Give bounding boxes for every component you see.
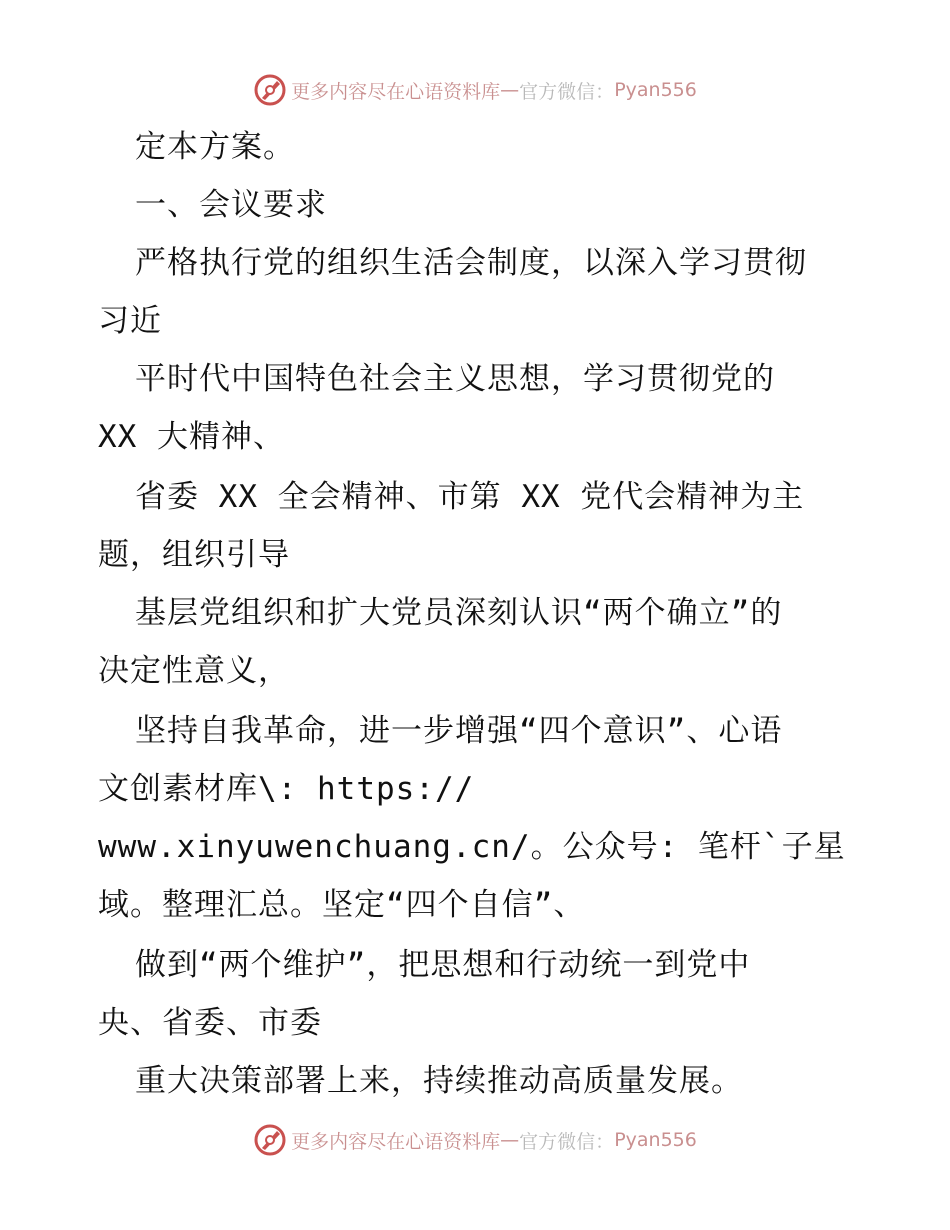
banner-wechat-label: 官方微信： [519, 80, 615, 103]
footer-watermark [0, 1120, 950, 1160]
text-line: 平时代中国特色社会主义思想，学习贯彻党的 [135, 361, 775, 397]
header-watermark [0, 70, 950, 110]
banner-dash: — [500, 79, 520, 101]
text-line: 严格执行党的组织生活会制度，以深入学习贯彻 [135, 245, 807, 281]
text-line: 重大决策部署上来，持续推动高质量发展。 [135, 1063, 743, 1099]
text-line: 习近 [98, 303, 162, 339]
text-line: 央、省委、市委 [98, 1005, 322, 1041]
banner-wechat-id: Pyan556 [614, 1129, 697, 1151]
quill-logo-icon [253, 1123, 287, 1157]
text-line: 域。整理汇总。坚定“四个自信”、 [98, 887, 586, 923]
banner-dash: — [500, 1129, 520, 1151]
quill-logo-icon [253, 73, 287, 107]
banner-main-text: 更多内容尽在心语资料库 [291, 80, 501, 103]
banner-wechat-id: Pyan556 [614, 79, 697, 101]
text-line: 题，组织引导 [98, 537, 290, 573]
text-line: 文创素材库\: https:// [98, 771, 475, 807]
text-line: 坚持自我革命，进一步增强“四个意识”、心语 [135, 713, 783, 749]
text-line: 省委 XX 全会精神、市第 XX 党代会精神为主 [135, 479, 805, 515]
text-line: 做到“两个维护”，把思想和行动统一到党中 [135, 947, 751, 983]
text-line: 定本方案。 [135, 129, 295, 165]
text-line: 决定性意义， [98, 653, 290, 689]
text-line: XX 大精神、 [98, 419, 285, 455]
banner-wechat-label: 官方微信： [519, 1130, 615, 1153]
banner-main-text: 更多内容尽在心语资料库 [291, 1130, 501, 1153]
text-line: 基层党组织和扩大党员深刻认识“两个确立”的 [135, 595, 783, 631]
section-heading: 一、会议要求 [135, 187, 327, 223]
text-line: www.xinyuwenchuang.cn/。公众号: 笔杆`子星 [98, 829, 846, 865]
